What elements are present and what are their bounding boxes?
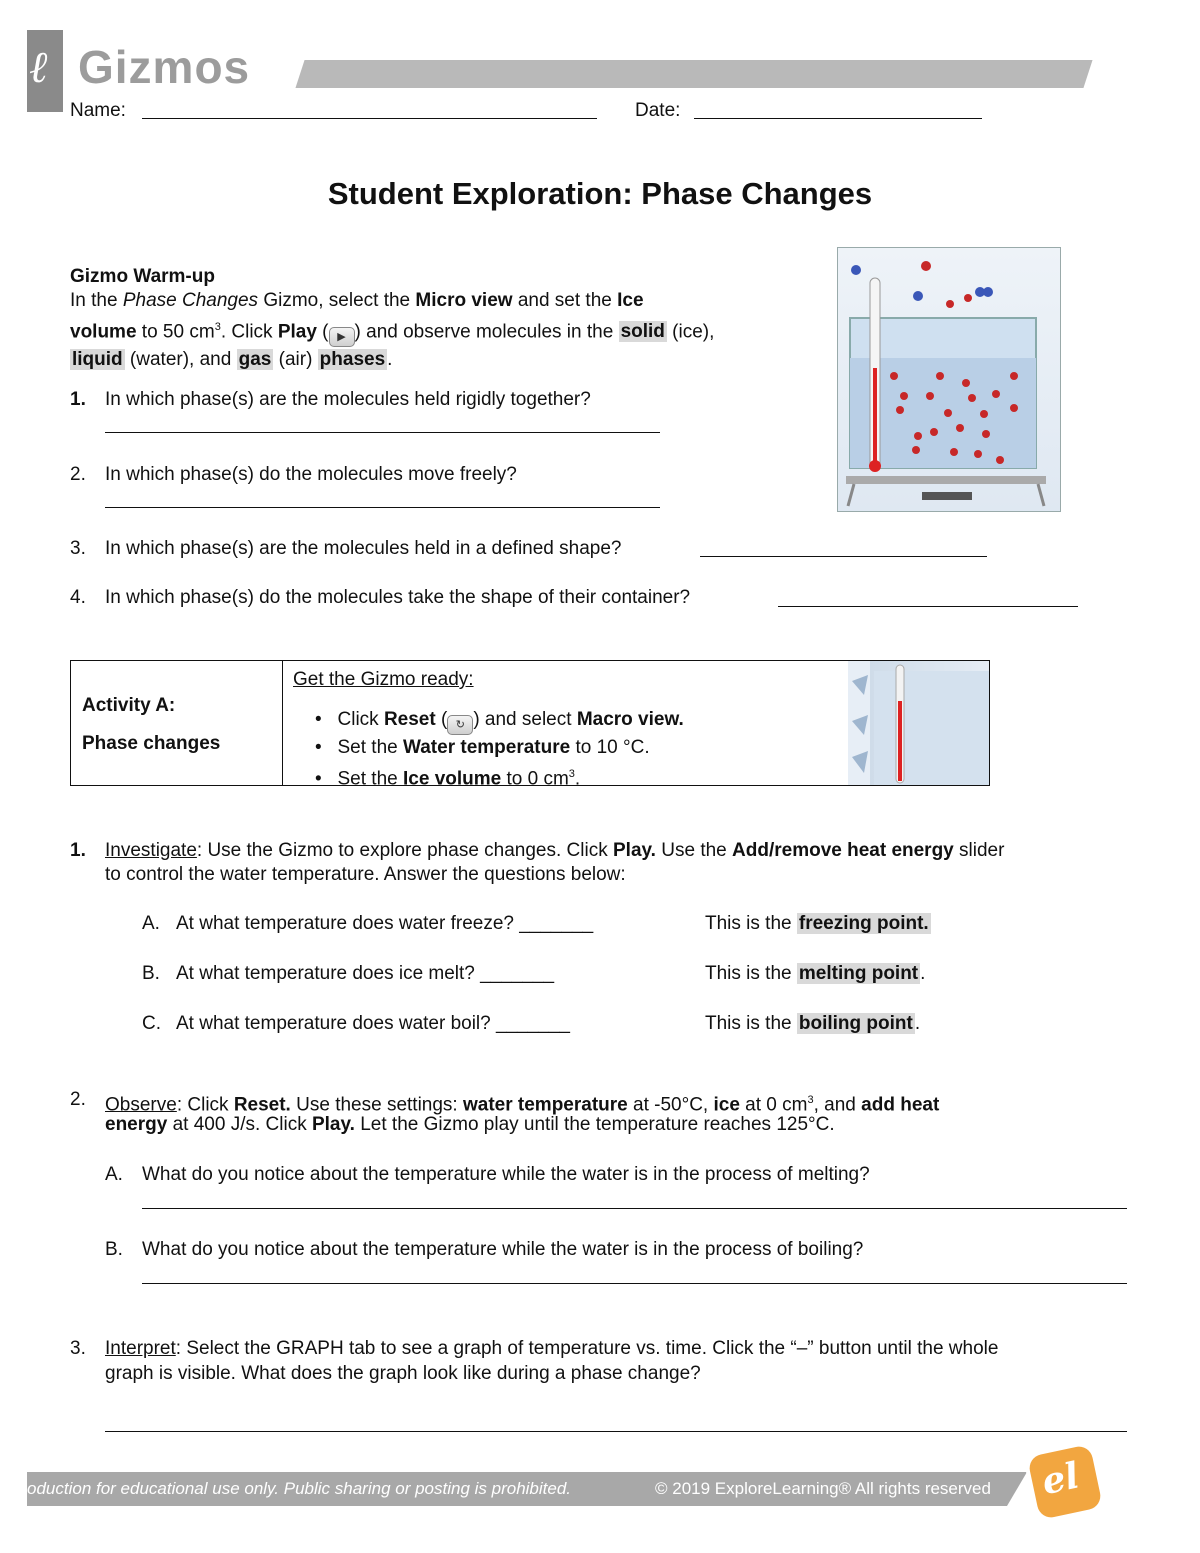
setup-list — [315, 707, 684, 792]
q1-prompt-line-2: to control the water temperature. Answer the questions below: — [105, 864, 626, 885]
q2a-text: What do you notice about the temperature while the water is in the process of melting? — [142, 1164, 870, 1185]
q3-prompt-line-2: graph is visible. What does the graph look like during a phase change? — [105, 1363, 701, 1384]
explorelearning-logo: el — [1027, 1444, 1103, 1520]
q3-prompt: Interpret: Select the GRAPH tab to see a graph of temperature vs. time. Click the “–” button until the whole — [105, 1338, 999, 1359]
header-bar — [295, 60, 1092, 88]
q1a-letter: A. — [142, 913, 160, 934]
warmup-q4-text: In which phase(s) do the molecules take the shape of their container? — [105, 587, 691, 608]
name-field[interactable] — [142, 118, 597, 119]
setup-item-1: • Click Reset ( ↻ ) and select Macro view. — [315, 707, 684, 735]
activity-subtitle: Phase changes — [82, 733, 221, 754]
play-icon: ▶ — [329, 327, 355, 347]
q2b-answer-line[interactable] — [142, 1283, 1127, 1284]
q1b-text: At what temperature does ice melt? _______ — [176, 963, 555, 984]
warmup-q2-answer-line[interactable] — [105, 507, 660, 508]
q1c-letter: C. — [142, 1013, 161, 1034]
footer-disclaimer: oduction for educational use only. Public sharing or posting is prohibited. — [27, 1479, 572, 1498]
q2-number: 2. — [70, 1089, 86, 1110]
warmup-line-2: volume to 50 $cm^3$. Click Play ( ▶ ) and observe molecules in the solid (ice), — [70, 314, 830, 347]
q1b-note: This is the melting point . — [705, 963, 926, 984]
q1-prompt: Investigate: Use the Gizmo to explore phase changes. Click Play. Use the Add/remove heat energy slider — [105, 840, 1005, 861]
reset-icon: ↻ — [447, 715, 473, 735]
activity-a-box — [70, 660, 990, 790]
warmup-q1-answer-line[interactable] — [105, 432, 660, 433]
get-ready-heading: Get the Gizmo ready: — [293, 669, 474, 690]
warmup-q3-answer-line[interactable] — [700, 556, 987, 557]
beaker-illustration — [838, 248, 1060, 511]
warmup-q2-text: In which phase(s) do the molecules move freely? — [105, 464, 517, 485]
logo-text: Gizmos — [78, 41, 251, 93]
q2a-answer-line[interactable] — [142, 1208, 1127, 1209]
name-label: Name: — [70, 100, 126, 121]
macro-view-illustration — [848, 661, 989, 785]
q2b-letter: B. — [105, 1239, 123, 1260]
macro-view-image — [848, 661, 989, 785]
warmup-q3-number: 3. — [70, 538, 86, 559]
warmup-line-1: In the Phase Changes Gizmo, select the Micro view and set the Ice — [70, 290, 644, 311]
logo-mark: ℓ — [27, 30, 63, 112]
page-title: Student Exploration: Phase Changes — [327, 176, 873, 211]
q1b-letter: B. — [142, 963, 160, 984]
setup-item-2: • Set the Water temperature to 10 °C. — [315, 737, 650, 758]
q1c-note: This is the boiling point . — [705, 1013, 921, 1034]
q1a-text: At what temperature does water freeze? _______ — [176, 913, 594, 934]
q2a-letter: A. — [105, 1164, 123, 1185]
q1a-note: This is the freezing point. — [705, 913, 929, 934]
warmup-q4-number: 4. — [70, 587, 86, 608]
activity-instructions-cell — [283, 661, 848, 790]
q1c-text: At what temperature does water boil? _______ — [176, 1013, 570, 1034]
warmup-q2-number: 2. — [70, 464, 86, 485]
q3-number: 3. — [70, 1338, 86, 1359]
warmup-line-3: liquid (water), and gas (air) phases . — [72, 349, 393, 371]
q1-number: 1. — [70, 840, 86, 861]
activity-label: Activity A: — [82, 695, 176, 716]
q3-answer-line[interactable] — [105, 1431, 1127, 1432]
date-field[interactable] — [694, 118, 982, 119]
warmup-q1-text: In which phase(s) are the molecules held rigidly together? — [105, 389, 591, 410]
activity-label-cell — [71, 661, 283, 785]
q2b-text: What do you notice about the temperature while the water is in the process of boiling? — [142, 1239, 864, 1260]
setup-item-3: • Set the Ice volume to 0 $cm^3$. — [315, 768, 581, 790]
q2-prompt: Observe: Click Reset. Use these settings: water temperature at -50°C, ice at 0 $cm^3$, and add heat — [105, 1094, 940, 1116]
warmup-heading: Gizmo Warm-up — [70, 266, 215, 287]
warmup-q1-number: 1. — [70, 389, 86, 410]
date-label: Date: — [635, 100, 681, 121]
q2-prompt-line-2: energy at 400 J/s. Click Play. Let the Gizmo play until the temperature reaches 125°C. — [105, 1114, 835, 1135]
warmup-q4-answer-line[interactable] — [778, 606, 1078, 607]
warmup-instructions — [70, 288, 830, 373]
warmup-q3-text: In which phase(s) are the molecules held in a defined shape? — [105, 538, 622, 559]
beaker-micro-view-image — [837, 247, 1061, 512]
footer-copyright: © 2019 ExploreLearning® All rights reserved — [655, 1479, 991, 1498]
